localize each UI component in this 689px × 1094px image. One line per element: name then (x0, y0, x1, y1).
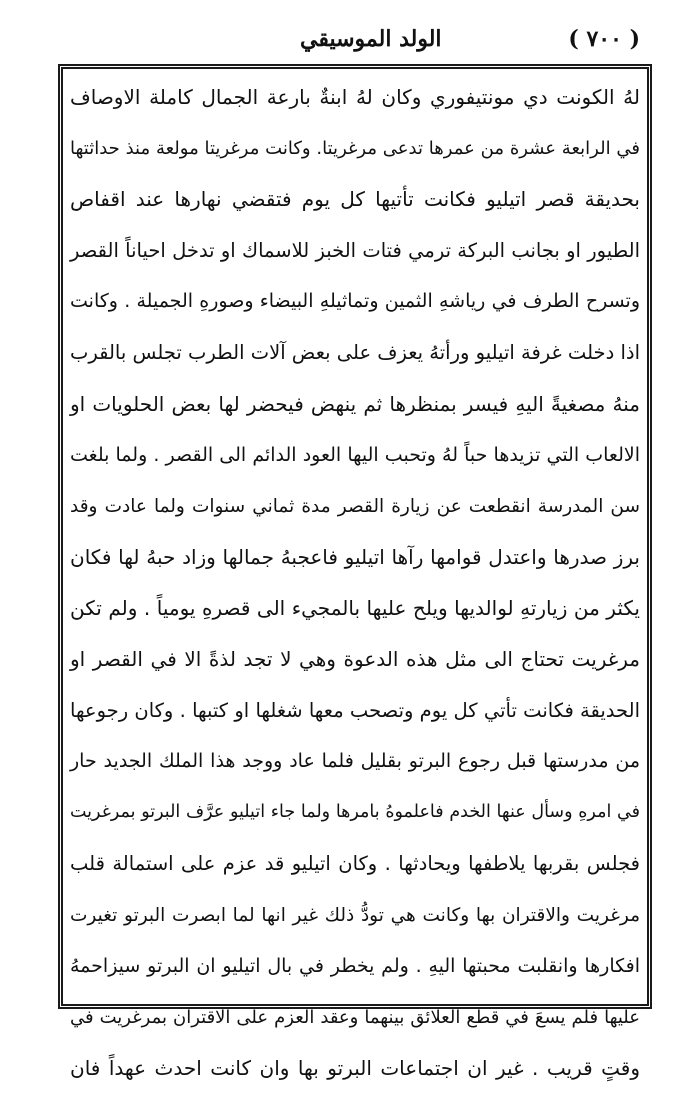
text-line: الطيور او بجانب البركة ترمي فتات الخبز للاسماك او تدخل احياناً القصر (70, 239, 640, 263)
text-line: اذا دخلت غرفة اتيليو ورأتهُ يعزف على بعض آلات الطرب تجلس بالقرب (70, 341, 640, 365)
text-line: مرغريت والاقتران بها وكانت هي تودُّ ذلك غير انها لما ابصرت البرتو تغيرت (70, 904, 640, 926)
text-line: سن المدرسة انقطعت عن زيارة القصر مدة ثماني سنوات ولما عادت وقد (70, 495, 640, 517)
text-line: مرغريت تحتاج الى مثل هذه الدعوة وهي لا تجد لذةً الا في القصر او (70, 647, 640, 672)
text-line: افكارها وانقلبت محبتها اليهِ . ولم يخطر في بال اتيليو ان البرتو سيزاحمهُ (70, 954, 640, 977)
text-line: يكثر من زيارتهِ لوالديها ويلح عليها بالمجيء الى قصرهِ يومياً . ولم تكن (70, 595, 640, 620)
text-line: فجلس بقربها يلاطفها ويحادثها . وكان اتيليو قد عزم على استمالة قلب (70, 852, 640, 876)
text-line: عليها فلم يسعَ في قطع العلائق بينهما وعقد العزم على الاقتران بمرغريت في (70, 1006, 640, 1028)
text-line: وقتٍ قريب . غير ان اجتماعات البرتو بها وان كانت احدث عهداً فان (70, 1055, 640, 1080)
text-line: الالعاب التي تزيدها حباً لهُ وتحبب اليها العود الدائم الى القصر . ولما بلغت (70, 443, 640, 466)
text-line: في الرابعة عشرة من عمرها تدعى مرغريتا. وكانت مرغريتا مولعة منذ حداثتها (70, 138, 640, 160)
page-number: ( ٧٠٠ ) (568, 26, 640, 52)
page-header (60, 26, 650, 60)
text-line: منهُ مصغيةً اليهِ فيسر بمنظرها ثم ينهض فيحضر لها بعض الحلويات او (70, 391, 640, 416)
text-line: من مدرستها قبل رجوع البرتو بقليل فلما عاد ووجد هذا الملك الجديد حار (70, 750, 640, 773)
body-text (70, 72, 640, 1080)
text-line: بحديقة قصر اتيليو فكانت تأتيها كل يوم فتقضي نهارها عند اقفاص (70, 187, 640, 212)
text-line: في امرهِ وسأل عنها الخدم فاعلموهُ بامرها ولما جاء اتيليو عرَّف البرتو بمرغريت (70, 802, 640, 823)
text-line: برز صدرها واعتدل قوامها رآها اتيليو فاعجبهُ جمالها وزاد حبهُ لها فكان (70, 544, 640, 569)
text-line: الحديقة فكانت تأتي كل يوم وتصحب معها شغلها او كتبها . وكان رجوعها (70, 699, 640, 723)
text-line: وتسرح الطرف في رياشهِ الثمين وتماثيلهِ البيضاء وصورهِ الجميلة . وكانت (70, 290, 640, 313)
running-title: الولد الموسيقي (300, 26, 442, 52)
text-line: لهُ الكونت دي مونتيفوري وكان لهُ ابنةٌ بارعة الجمال كاملة الاوصاف (70, 85, 640, 109)
